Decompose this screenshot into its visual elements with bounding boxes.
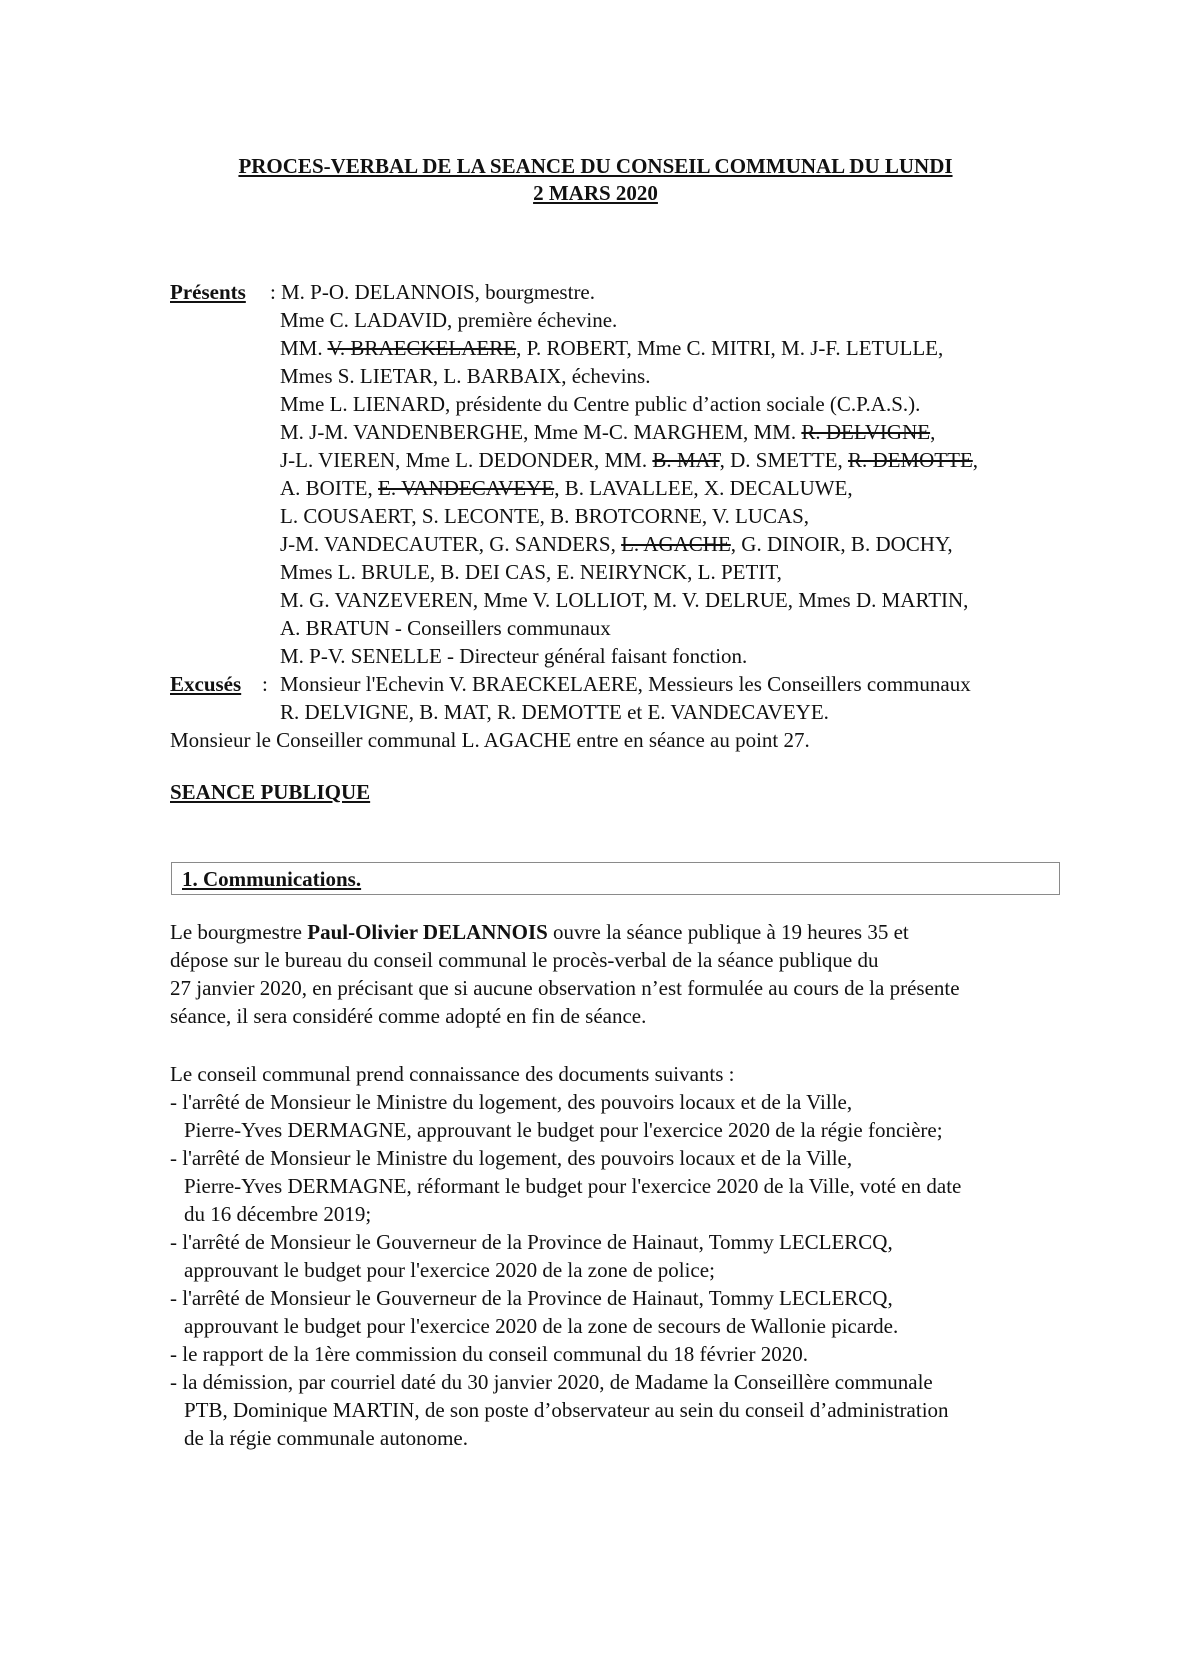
list-item: - l'arrêté de Monsieur le Gouverneur de la Province de Hainaut, Tommy LECLERCQ,	[170, 1286, 893, 1310]
page-title	[0, 153, 1191, 207]
presents-label: Présents	[170, 280, 246, 304]
attendance-line-5: Mme L. LIENARD, présidente du Centre public d’action sociale (C.P.A.S.).	[280, 392, 921, 416]
list-item-cont: de la régie communale autonome.	[184, 1426, 468, 1450]
attendance-line-8: A. BOITE, E. VANDECAVEYE, B. LAVALLEE, X. DECALUWE,	[280, 476, 853, 500]
agenda-item-box	[171, 862, 1060, 895]
attendance-line-12: M. G. VANZEVEREN, Mme V. LOLLIOT, M. V. DELRUE, Mmes D. MARTIN,	[280, 588, 969, 612]
attendance-line-9: L. COUSAERT, S. LECONTE, B. BROTCORNE, V. LUCAS,	[280, 504, 810, 528]
attendance-line-6: M. J-M. VANDENBERGHE, Mme M-C. MARGHEM, MM. R. DELVIGNE,	[280, 420, 936, 444]
attendance-line-1: M. P-O. DELANNOIS, bourgmestre.	[281, 280, 596, 304]
mayor-name: Paul-Olivier DELANNOIS	[307, 920, 548, 944]
list-item-cont: PTB, Dominique MARTIN, de son poste d’observateur au sein du conseil d’administration	[184, 1398, 949, 1422]
attendance-line-2: Mme C. LADAVID, première échevine.	[280, 308, 618, 332]
agenda-item-title: 1. Communications.	[182, 867, 362, 891]
list-item: - l'arrêté de Monsieur le Ministre du logement, des pouvoirs locaux et de la Ville,	[170, 1146, 853, 1170]
section-title: SEANCE PUBLIQUE	[170, 780, 371, 804]
list-item-cont: approuvant le budget pour l'exercice 2020 de la zone de secours de Wallonie picarde.	[184, 1314, 899, 1338]
list-item: - la démission, par courriel daté du 30 janvier 2020, de Madame la Conseillère communale	[170, 1370, 933, 1394]
attendance-line-10: J-M. VANDECAUTER, G. SANDERS, L. AGACHE, G. DINOIR, B. DOCHY,	[280, 532, 953, 556]
opening-paragraph	[170, 918, 1090, 1030]
excuses-colon: :	[262, 672, 268, 696]
attendance-line-4: Mmes S. LIETAR, L. BARBAIX, échevins.	[280, 364, 651, 388]
list-item-cont: Pierre-Yves DERMAGNE, réformant le budget pour l'exercice 2020 de la Ville, voté en date	[184, 1174, 962, 1198]
opening-start: Le bourgmestre	[170, 920, 308, 944]
excuses-label: Excusés	[170, 672, 242, 696]
list-item: - l'arrêté de Monsieur le Gouverneur de la Province de Hainaut, Tommy LECLERCQ,	[170, 1230, 893, 1254]
attendance-line-3: MM. V. BRAECKELAERE, P. ROBERT, Mme C. MITRI, M. J-F. LETULLE,	[280, 336, 944, 360]
presents-colon: :	[270, 280, 276, 304]
opening-line-2: dépose sur le bureau du conseil communal le procès-verbal de la séance publique du	[170, 948, 879, 972]
list-item-cont: approuvant le budget pour l'exercice 2020 de la zone de police;	[184, 1258, 715, 1282]
excuses-line-2: R. DELVIGNE, B. MAT, R. DEMOTTE et E. VANDECAVEYE.	[280, 700, 829, 724]
attendance-line-11: Mmes L. BRULE, B. DEI CAS, E. NEIRYNCK, L. PETIT,	[280, 560, 782, 584]
excuses-line-1: Monsieur l'Echevin V. BRAECKELAERE, Messieurs les Conseillers communaux	[280, 672, 971, 696]
list-item-cont: Pierre-Yves DERMAGNE, approuvant le budget pour l'exercice 2020 de la régie foncière;	[184, 1118, 943, 1142]
opening-line-1: ouvre la séance publique à 19 heures 35 et	[547, 920, 909, 944]
attendance-line-14: M. P-V. SENELLE - Directeur général faisant fonction.	[280, 644, 748, 668]
attendance-line-7: J-L. VIEREN, Mme L. DEDONDER, MM. B. MAT, D. SMETTE, R. DEMOTTE,	[280, 448, 979, 472]
attendance-line-13: A. BRATUN - Conseillers communaux	[280, 616, 611, 640]
late-arrival-note: Monsieur le Conseiller communal L. AGACHE entre en séance au point 27.	[170, 728, 810, 752]
list-item: - le rapport de la 1ère commission du conseil communal du 18 février 2020.	[170, 1342, 808, 1366]
documents-intro: Le conseil communal prend connaissance des documents suivants :	[170, 1062, 735, 1086]
list-item-cont: du 16 décembre 2019;	[184, 1202, 372, 1226]
opening-line-4: séance, il sera considéré comme adopté en fin de séance.	[170, 1004, 647, 1028]
opening-line-3: 27 janvier 2020, en précisant que si aucune observation n’est formulée au cours de la présente	[170, 976, 960, 1000]
title-line-2: 2 MARS 2020	[533, 181, 658, 205]
list-item: - l'arrêté de Monsieur le Ministre du logement, des pouvoirs locaux et de la Ville,	[170, 1090, 853, 1114]
title-line-1: PROCES-VERBAL DE LA SEANCE DU CONSEIL COMMUNAL DU LUNDI	[238, 154, 953, 178]
